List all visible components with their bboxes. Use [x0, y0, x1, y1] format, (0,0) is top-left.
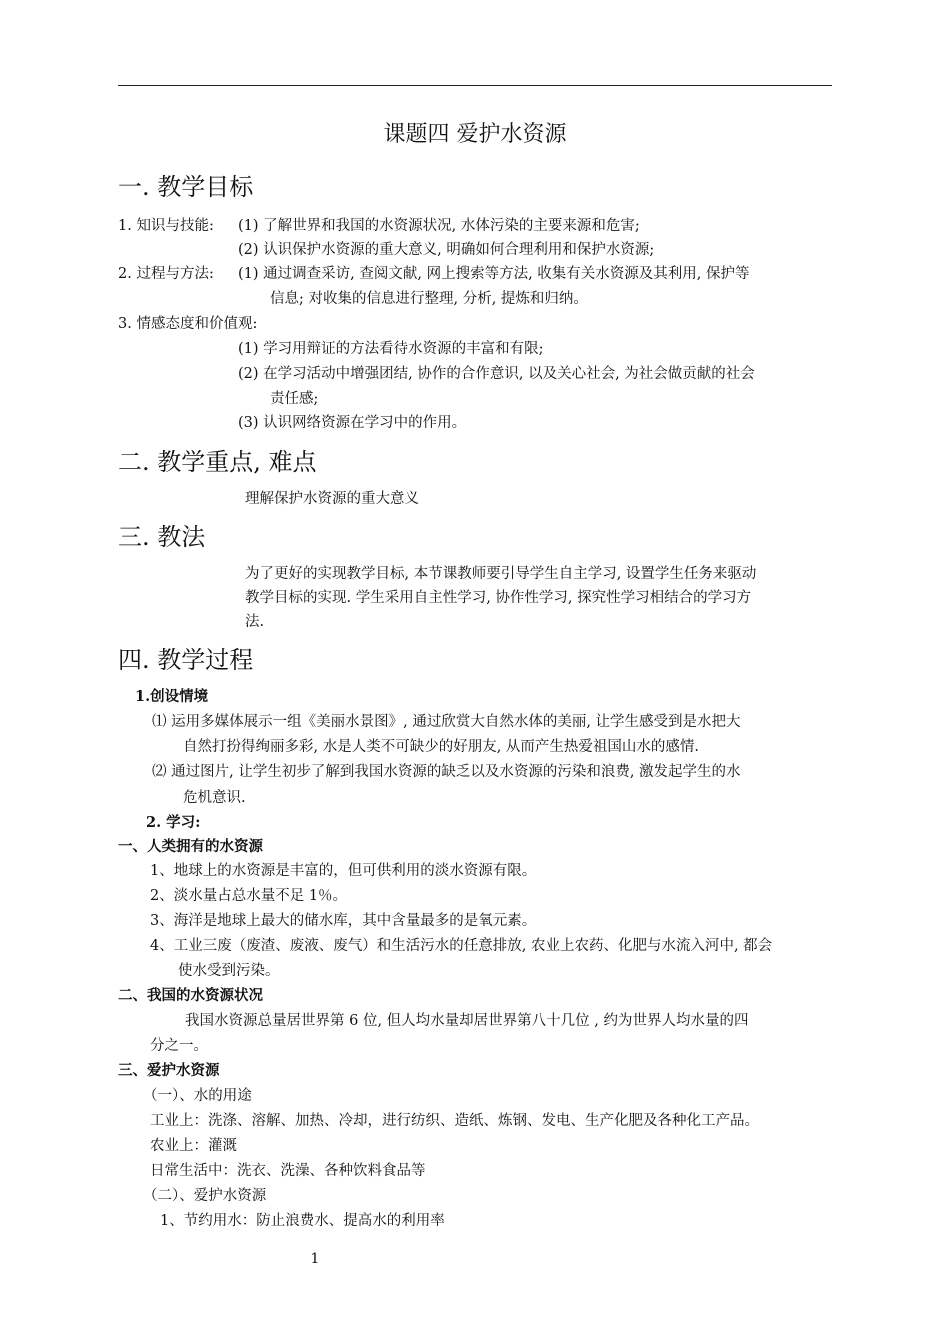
section-heading-method: 三. 教法	[118, 523, 206, 551]
part-3-save-water: 1、节约用水：防止浪费水、提高水的利用率	[160, 1213, 445, 1229]
part-1-item-2: 2、淡水量占总水量不足 1％。	[150, 888, 348, 904]
part-1-heading: 一、人类拥有的水资源	[118, 838, 263, 855]
method-line-3: 法.	[245, 614, 265, 630]
method-line-1: 为了更好的实现教学目标, 本节课教师要引导学生自主学习, 设置学生任务来驱动	[245, 566, 757, 582]
objective-knowledge-2: (2) 认识保护水资源的重大意义, 明确如何合理利用和保护水资源;	[238, 242, 655, 258]
page-number: 1	[310, 1251, 320, 1267]
part-3-agriculture: 农业上：灌溉	[150, 1138, 237, 1154]
process-step-1-item-2-cont: 危机意识.	[183, 790, 246, 806]
objective-attitude-1: (1) 学习用辩证的方法看待水资源的丰富和有限;	[238, 341, 544, 357]
objective-knowledge-label: 1. 知识与技能:	[118, 218, 214, 234]
objective-process-1-cont: 信息; 对收集的信息进行整理, 分析, 提炼和归纳。	[270, 291, 588, 307]
objective-process-1: (1) 通过调查采访, 查阅文献, 网上搜索等方法, 收集有关水资源及其利用, 保护等	[238, 266, 750, 282]
objective-attitude-2-cont: 责任感;	[270, 391, 319, 407]
process-step-1-item-2: ⑵ 通过图片, 让学生初步了解到我国水资源的缺乏以及水资源的污染和浪费, 激发起学生的水	[152, 764, 741, 780]
part-1-item-3: 3、海洋是地球上最大的储水库，其中含量最多的是氧元素。	[150, 913, 537, 929]
process-step-2-heading: 2. 学习:	[146, 814, 201, 831]
part-2-line-2: 分之一。	[150, 1038, 208, 1054]
part-1-item-4-cont: 使水受到污染。	[178, 963, 280, 979]
page-title: 课题四 爱护水资源	[383, 122, 567, 147]
part-3-daily-life: 日常生活中：洗衣、洗澡、各种饮料食品等	[150, 1163, 426, 1179]
part-3-industry: 工业上：洗涤、溶解、加热、冷却，进行纺织、造纸、炼钢、发电、生产化肥及各种化工产品。	[150, 1113, 759, 1129]
keypoints-text: 理解保护水资源的重大意义	[245, 491, 419, 507]
process-step-1-item-1-cont: 自然打扮得绚丽多彩, 水是人类不可缺少的好朋友, 从而产生热爱祖国山水的感情.	[183, 739, 700, 755]
part-2-heading: 二、我国的水资源状况	[118, 987, 263, 1004]
part-3-heading: 三、爱护水资源	[118, 1062, 220, 1079]
objective-process-label: 2. 过程与方法:	[118, 266, 214, 282]
objective-attitude-3: (3) 认识网络资源在学习中的作用。	[238, 415, 467, 431]
method-line-2: 教学目标的实现. 学生采用自主性学习, 协作性学习, 探究性学习相结合的学习方	[245, 590, 752, 606]
section-heading-keypoints: 二. 教学重点, 难点	[118, 448, 317, 476]
part-1-item-4: 4、工业三废（废渣、废液、废气）和生活污水的任意排放, 农业上农药、化肥与水流入河中, 都会	[150, 938, 773, 954]
part-2-line-1: 我国水资源总量居世界第 6 位, 但人均水量却居世界第八十几位 , 约为世界人均水量的四	[185, 1013, 749, 1029]
objective-attitude-2: (2) 在学习活动中增强团结, 协作的合作意识, 以及关心社会, 为社会做贡献的社会	[238, 366, 755, 382]
section-heading-objectives: 一. 教学目标	[118, 173, 254, 201]
part-3-sub-1: （一）、水的用途	[143, 1088, 252, 1104]
objective-knowledge-1: (1) 了解世界和我国的水资源状况, 水体污染的主要来源和危害;	[238, 218, 640, 234]
objective-attitude-label: 3. 情感态度和价值观:	[118, 316, 258, 332]
part-1-item-1: 1、地球上的水资源是丰富的，但可供利用的淡水资源有限。	[150, 863, 537, 879]
header-rule	[118, 85, 832, 86]
process-step-1-heading: 1.创设情境	[135, 688, 209, 705]
section-heading-process: 四. 教学过程	[118, 646, 254, 674]
part-3-sub-2: （二）、爱护水资源	[143, 1188, 267, 1204]
process-step-1-item-1: ⑴ 运用多媒体展示一组《美丽水景图》, 通过欣赏大自然水体的美丽, 让学生感受到是水把大	[152, 714, 741, 730]
